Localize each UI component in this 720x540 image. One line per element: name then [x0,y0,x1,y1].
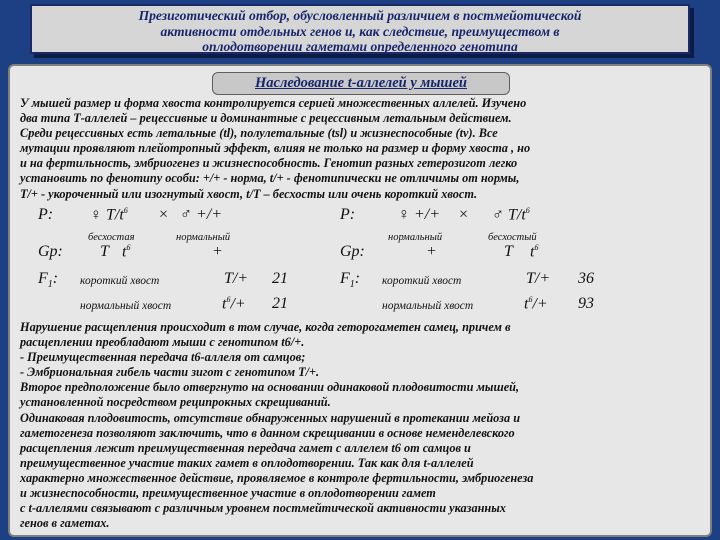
intro-line: Т/+ - укороченный или изогнутый хвост, t/Т – бесхосты или очень короткий хвост. [20,186,478,201]
conclusion-line: Нарушение расщепления происходит в том случае, когда геторогаметен самец, причем в [20,320,511,334]
gamete: $t^6$ [530,243,539,261]
f1-label: $F_1$: [340,270,361,291]
offspring-count: 21 [272,295,288,312]
conclusion-line: Одинаковая плодовитость, отсутствие обнаруженных нарушений в протекании мейоза и [20,410,521,425]
offspring-count: 93 [578,295,594,312]
conclusion-line: Второе предположение было отвергнуто на основании одинаковой плодовитости мышей, [20,380,520,395]
female-phenotype: нормальный [388,232,443,243]
conclusion-line: характерно множественное действие, проявляемое в контроле фертильности, эмбриогенеза [20,470,534,485]
cross-symbol: × [158,206,169,223]
female-genotype: ♀ $T/t^6$ [90,206,128,224]
conclusion-line: с t-аллелями связывают с различным уровнем постмейтической активности указанных [20,501,506,516]
offspring-genotype: T/+ [526,270,551,287]
offspring-phenotype: короткий хвост [382,275,462,287]
title-line: Презиготический отбор, обусловленный различием в постмейотической [138,8,582,23]
female-phenotype: бесхостая [88,232,135,243]
slide-title [30,4,690,54]
conclusion-line: и жизнеспособности, преимущественное участие в оплодотворении гамет [20,486,436,501]
gamete: T [100,243,109,260]
conclusion-line: установленной посредством реципрокных скрещиваний. [20,395,331,410]
title-line: оплодотворении гаметами определенного генотипа [202,39,518,54]
gamete: + [426,243,437,260]
parent-label: P: [38,206,54,223]
conclusion-line: гаметогенеза позволяют заключить, что в данном скрещивании в основе неменделевского [20,425,515,440]
conclusion-line: расщеплении преобладают мыши с генотипом t6/+. [20,335,305,350]
f1-label: $F_1$: [38,270,59,291]
conclusion-line: расщепления лежит преимущественная передача гамет с аллелем t6 от самцов и [20,440,471,455]
female-genotype: ♀ +/+ [398,206,441,223]
gamete: T [504,243,513,260]
intro-paragraph [20,96,690,202]
gametes-label: Gp: [340,243,365,260]
cross-symbol: × [458,206,469,223]
intro-line: два типа Т-аллелей – рецессивные и доминантные с рецессивным летальным действием. [20,111,512,126]
gamete: + [212,243,223,260]
parent-label: P: [340,206,356,223]
male-genotype: ♂ +/+ [180,206,223,223]
offspring-count: 36 [578,270,594,287]
offspring-genotype: $t^6/+$ [222,295,246,313]
intro-line: Среди рецессивных есть летальные (tl), полулетальные (tsl) и жизнеспособные (tv). Все [20,126,498,141]
offspring-phenotype: короткий хвост [80,275,160,287]
conclusion-line: генов в гаметах. [20,516,110,531]
gametes-label: Gp: [38,243,63,260]
section-subtitle: Наследование t-аллелей у мышей [212,72,510,95]
offspring-genotype: $t^6/+$ [524,295,548,313]
gamete: $t^6$ [122,243,131,261]
offspring-genotype: T/+ [224,270,249,287]
male-phenotype: нормальный [176,232,231,243]
male-phenotype: бесхостый [488,232,537,243]
conclusion-line: - Эмбриональная гибель части зигот с генотипом Т/+. [20,365,320,380]
intro-line: мутации проявляют плейотропный эффект, влияя не только на размер и форму хвоста , но [20,141,531,156]
conclusion-line: - Преимущественная передача t6-аллеля от самцов; [20,350,306,365]
conclusion-line: преимущественное участие таких гамет в оплодотворении. Так как для t-аллелей [20,455,474,470]
intro-line: и на фертильность, эмбриогенез и жизнеспособность. Генотип разных гетерозигот легко [20,156,518,171]
offspring-count: 21 [272,270,288,287]
male-genotype: ♂ $T/t^6$ [492,206,530,224]
offspring-phenotype: нормальный хвост [80,300,172,312]
intro-line: У мышей размер и форма хвоста контролируется серией множественных аллелей. Изучено [20,96,527,110]
intro-line: установить по фенотипу особи: +/+ - норма, t/+ - фенотипически не отличимы от нормы, [20,171,520,186]
title-line: активности отдельных генов и, как следствие, преимуществом в [160,23,560,39]
offspring-phenotype: нормальный хвост [382,300,474,312]
conclusion-paragraph [20,320,690,531]
